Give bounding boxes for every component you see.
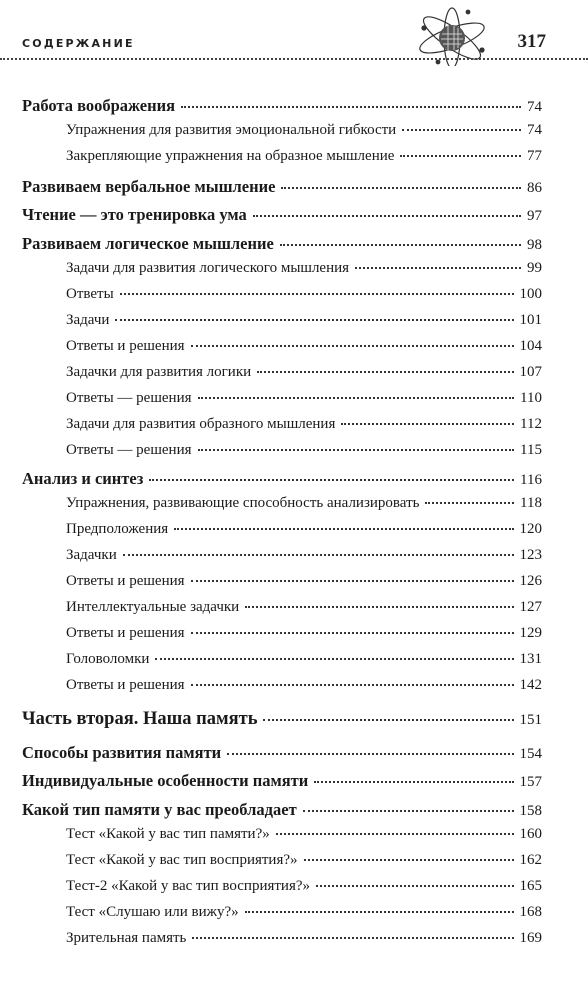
toc-entry-page: 100 (519, 286, 542, 302)
toc-subentry (66, 904, 542, 921)
toc-entry (22, 743, 542, 763)
toc-subentry (66, 878, 542, 895)
toc-entry-page: 107 (519, 364, 542, 380)
toc-entry-page: 115 (520, 442, 542, 458)
toc-entry-title: Ответы и решения (66, 625, 185, 641)
toc-subentry (66, 286, 542, 303)
dot-leader (181, 106, 521, 108)
toc-entry-title: Тест «Какой у вас тип восприятия?» (66, 852, 298, 868)
dot-leader (115, 319, 513, 321)
toc-entry-title: Какой тип памяти у вас преобладает (22, 800, 297, 819)
toc-subentry (66, 442, 542, 459)
dot-leader (192, 937, 513, 939)
toc-entry (22, 469, 542, 489)
toc-entry-title: Индивидуальные особенности памяти (22, 771, 309, 790)
toc-entry (22, 96, 542, 116)
dot-leader (402, 129, 521, 131)
page-number: 317 (517, 31, 546, 52)
dot-leader (304, 859, 514, 861)
toc-entry-title: Задачки для развития логики (66, 364, 252, 380)
toc-entry-title: Тест «Слушаю или вижу?» (66, 904, 239, 920)
toc-entry (22, 234, 542, 254)
toc-entry-title: Тест «Какой у вас тип памяти?» (66, 826, 270, 842)
toc-entry-title: Зрительная память (66, 930, 187, 946)
toc-subentry (66, 677, 542, 694)
dot-leader (257, 371, 513, 373)
toc-entry (22, 771, 542, 791)
dot-leader (281, 187, 521, 189)
page-header (0, 0, 588, 62)
dot-leader (191, 345, 514, 347)
toc-entry-title: Ответы (66, 286, 114, 302)
running-head-title: СОДЕРЖАНИЕ (22, 37, 135, 50)
toc-entry-page: 110 (520, 390, 542, 406)
dot-leader (303, 810, 514, 812)
toc-entry-page: 97 (527, 208, 542, 224)
toc-entry-title: Чтение — это тренировка ума (22, 205, 247, 224)
toc-entry-title: Упражнения для развития эмоциональной гибкости (66, 122, 397, 138)
toc-subentry (66, 338, 542, 355)
toc-entry-page: 120 (519, 521, 542, 537)
dot-leader (316, 885, 513, 887)
toc-subentry (66, 599, 542, 616)
dot-leader (400, 155, 521, 157)
toc-subentry (66, 364, 542, 381)
toc-entry-title: Способы развития памяти (22, 743, 222, 762)
toc-entry-page: 98 (527, 237, 542, 253)
toc-entry-title: Интеллектуальные задачки (66, 599, 240, 615)
dot-leader (227, 753, 513, 755)
toc-subentry (66, 852, 542, 869)
toc-entry-title: Головоломки (66, 651, 150, 667)
toc-entry-page: 151 (519, 712, 542, 728)
toc-entry-page: 123 (519, 547, 542, 563)
dot-leader (245, 911, 514, 913)
toc-entry-title: Ответы и решения (66, 573, 185, 589)
toc-entry-title: Работа воображения (22, 96, 176, 115)
toc-entry-page: 162 (519, 852, 542, 868)
dot-leader (174, 528, 513, 530)
toc-subentry (66, 122, 542, 139)
dot-leader (425, 502, 514, 504)
toc-entry-page: 129 (519, 625, 542, 641)
toc-entry-page: 154 (519, 746, 542, 762)
toc-entry-title: Задачи (66, 312, 110, 328)
toc-entry-title: Упражнения, развивающие способность анализировать (66, 495, 420, 511)
dot-leader (149, 479, 514, 481)
dot-leader (198, 449, 515, 451)
toc-entry-title: Тест-2 «Какой у вас тип восприятия?» (66, 878, 311, 894)
toc-entry-title: Закрепляющие упражнения на образное мышление (66, 148, 395, 164)
toc-subentry (66, 148, 542, 165)
toc-subentry (66, 625, 542, 642)
toc-entry-page: 127 (519, 599, 542, 615)
toc-entry-page: 77 (527, 148, 542, 164)
toc-entry-page: 74 (527, 99, 542, 115)
dot-leader (280, 244, 521, 246)
dot-leader (314, 781, 513, 783)
toc-entry-title: Часть вторая. Наша память (22, 709, 258, 729)
toc-entry-title: Задачи для развития образного мышления (66, 416, 336, 432)
toc-entry-page: 169 (519, 930, 542, 946)
toc-entry-title: Ответы — решения (66, 442, 192, 458)
dot-leader (253, 215, 521, 217)
toc-entry-page: 101 (519, 312, 542, 328)
toc-subentry (66, 573, 542, 590)
toc-entry-page: 131 (519, 651, 542, 667)
toc-entry-page: 168 (519, 904, 542, 920)
toc-subentry (66, 495, 542, 512)
dot-leader (191, 580, 514, 582)
toc-entry-page: 158 (519, 803, 542, 819)
toc-entry-page: 112 (520, 416, 542, 432)
atom-brain-icon (410, 6, 494, 66)
toc-subentry (66, 930, 542, 947)
dot-leader (245, 606, 513, 608)
toc-entry (22, 800, 542, 820)
toc-entry-title: Задачки (66, 547, 117, 563)
toc-subentry (66, 547, 542, 564)
toc-entry-title: Анализ и синтез (22, 469, 144, 488)
toc-subentry (66, 312, 542, 329)
dot-leader (123, 554, 514, 556)
toc-entry-title: Ответы — решения (66, 390, 192, 406)
toc-subentry (66, 651, 542, 668)
toc-entry-title: Развиваем вербальное мышление (22, 177, 276, 196)
dot-leader (263, 719, 513, 721)
toc-subentry (66, 826, 542, 843)
toc-entry-title: Предположения (66, 521, 169, 537)
toc-entry (22, 205, 542, 225)
toc-entry-page: 157 (519, 774, 542, 790)
toc-subentry (66, 260, 542, 277)
toc-part-entry (22, 709, 542, 730)
toc-entry-page: 116 (520, 472, 542, 488)
toc-entry-page: 160 (519, 826, 542, 842)
toc-entry-page: 99 (527, 260, 542, 276)
toc-entry-title: Ответы и решения (66, 338, 185, 354)
dot-leader (198, 397, 515, 399)
toc-entry-title: Ответы и решения (66, 677, 185, 693)
toc-subentry (66, 416, 542, 433)
dot-leader (191, 684, 514, 686)
toc-entry-page: 74 (527, 122, 542, 138)
dot-leader (276, 833, 514, 835)
toc-subentry (66, 521, 542, 538)
dot-leader (120, 293, 514, 295)
toc-entry-page: 126 (519, 573, 542, 589)
dot-leader (155, 658, 513, 660)
dot-leader (355, 267, 521, 269)
dot-leader (341, 423, 514, 425)
toc-subentry (66, 390, 542, 407)
header-dotted-rule (0, 58, 588, 60)
toc-entry-page: 104 (519, 338, 542, 354)
toc-entry (22, 177, 542, 197)
toc-entry-page: 142 (519, 677, 542, 693)
dot-leader (191, 632, 514, 634)
toc-entry-page: 165 (519, 878, 542, 894)
toc-entry-page: 118 (520, 495, 542, 511)
toc-entry-title: Задачи для развития логического мышления (66, 260, 350, 276)
toc-entry-page: 86 (527, 180, 542, 196)
toc-entry-title: Развиваем логическое мышление (22, 234, 274, 253)
